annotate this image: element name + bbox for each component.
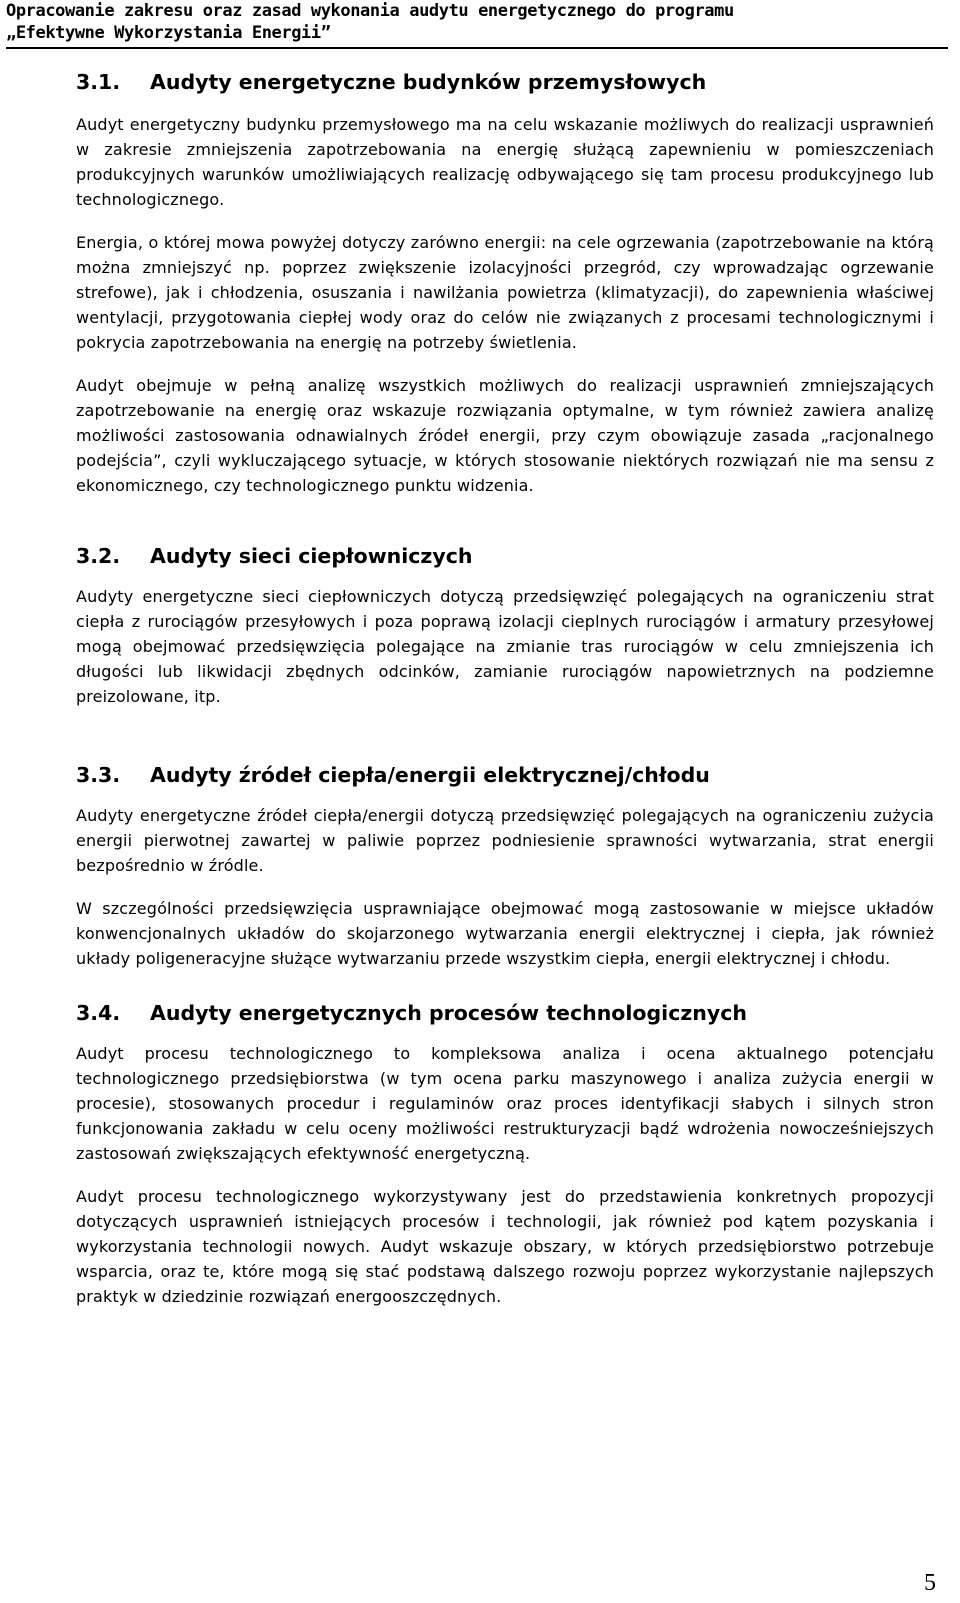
section-number: 3.4.	[76, 1001, 121, 1025]
section-number: 3.1.	[76, 70, 121, 94]
section-title: Audyty źródeł ciepła/energii elektrycznej/chłodu	[150, 763, 710, 787]
document-body	[76, 68, 934, 1309]
section-heading	[76, 999, 934, 1027]
paragraph: Audyty energetyczne sieci ciepłowniczych dotyczą przedsięwzięć polegających na ograniczeniu strat ciepła z rurociągów przesyłowych i poza poprawą izolacji cieplnych rurociągów i armatury przesyłowej mogą obejmować przedsięwzięcia polegające na zmianie tras rurociągów w celu zmniejszenia ich długości lub likwidacji zbędnych odcinków, zamianie rurociągów napowietrznych na podziemne preizolowane, itp.	[76, 587, 934, 706]
paragraph: Audyty energetyczne źródeł ciepła/energii dotyczą przedsięwzięć polegających na ograniczeniu zużycia energii pierwotnej zawartej w paliwie poprzez podniesienie sprawności wytwarzania, strat energii bezpośrednio w źródle.	[76, 806, 934, 875]
section-title: Audyty energetyczne budynków przemysłowych	[150, 70, 707, 94]
section-heading	[76, 68, 934, 96]
section-number: 3.3.	[76, 763, 121, 787]
paragraph: W szczególności przedsięwzięcia usprawniające obejmować mogą zastosowanie w miejsce układów konwencjonalnych układów do skojarzonego wytwarzania energii elektrycznej i ciepła, jak również układy poligeneracyjne służące wytwarzaniu przede wszystkim ciepła, energii elektrycznej i chłodu.	[76, 899, 934, 968]
section-3-4	[76, 999, 934, 1309]
header-rule	[6, 47, 948, 49]
section-title: Audyty energetycznych procesów technologicznych	[150, 1001, 747, 1025]
section-3-2	[76, 542, 934, 709]
header-title-line-1: Opracowanie zakresu oraz zasad wykonania audytu energetycznego do programu	[6, 1, 734, 21]
paragraph: Audyt energetyczny budynku przemysłowego ma na celu wskazanie możliwych do realizacji usprawnień w zakresie zmniejszenia zapotrzebowania na energię służącą zapewnieniu w pomieszczeniach produkcyjnych warunków umożliwiających realizację odbywającego się tam procesu produkcyjnego lub technologicznego.	[76, 115, 934, 209]
page-number: 5	[924, 1570, 936, 1596]
paragraph: Audyt obejmuje w pełną analizę wszystkich możliwych do realizacji usprawnień zmniejszających zapotrzebowanie na energię oraz wskazuje rozwiązania optymalne, w tym również zawiera analizę możliwości zastosowania odnawialnych źródeł energii, przy czym obowiązuje zasada „racjonalnego podejścia”, czyli wykluczającego sytuacje, w których stosowanie niektórych rozwiązań nie ma sensu z ekonomicznego, czy technologicznego punktu widzenia.	[76, 376, 934, 495]
section-heading	[76, 542, 934, 570]
header-title-line-2: „Efektywne Wykorzystania Energii”	[6, 23, 331, 43]
section-heading	[76, 761, 934, 789]
section-3-1	[76, 68, 934, 498]
paragraph: Audyt procesu technologicznego wykorzystywany jest do przedstawienia konkretnych propozycji dotyczących usprawnień istniejących procesów i technologii, jak również pod kątem pozyskania i wykorzystania technologii nowych. Audyt wskazuje obszary, w których przedsiębiorstwo potrzebuje wsparcia, oraz te, które mogą się stać podstawą dalszego rozwoju poprzez wykorzystanie najlepszych praktyk w dziedzinie rozwiązań energooszczędnych.	[76, 1187, 934, 1306]
section-title: Audyty sieci ciepłowniczych	[150, 544, 473, 568]
section-number: 3.2.	[76, 544, 121, 568]
paragraph: Energia, o której mowa powyżej dotyczy zarówno energii: na cele ogrzewania (zapotrzebowanie na którą można zmniejszyć np. poprzez zwiększenie izolacyjności przegród, czy wprowadzając ogrzewanie strefowe), jak i chłodzenia, osuszania i nawilżania powietrza (klimatyzacji), do zapewnienia właściwej wentylacji, przygotowania ciepłej wody oraz do celów nie związanych z procesami technologicznymi i pokrycia zapotrzebowania na energię na potrzeby świetlenia.	[76, 233, 934, 352]
paragraph: Audyt procesu technologicznego to kompleksowa analiza i ocena aktualnego potencjału technologicznego przedsiębiorstwa (w tym ocena parku maszynowego i analiza zużycia energii w procesie), stosowanych procedur i regulaminów oraz proces identyfikacji słabych i silnych stron funkcjonowania zakładu w celu oceny możliwości restrukturyzacji bądź wdrożenia nowocześniejszych zastosowań zwiększających efektywność energetyczną.	[76, 1044, 934, 1163]
section-3-3	[76, 761, 934, 971]
